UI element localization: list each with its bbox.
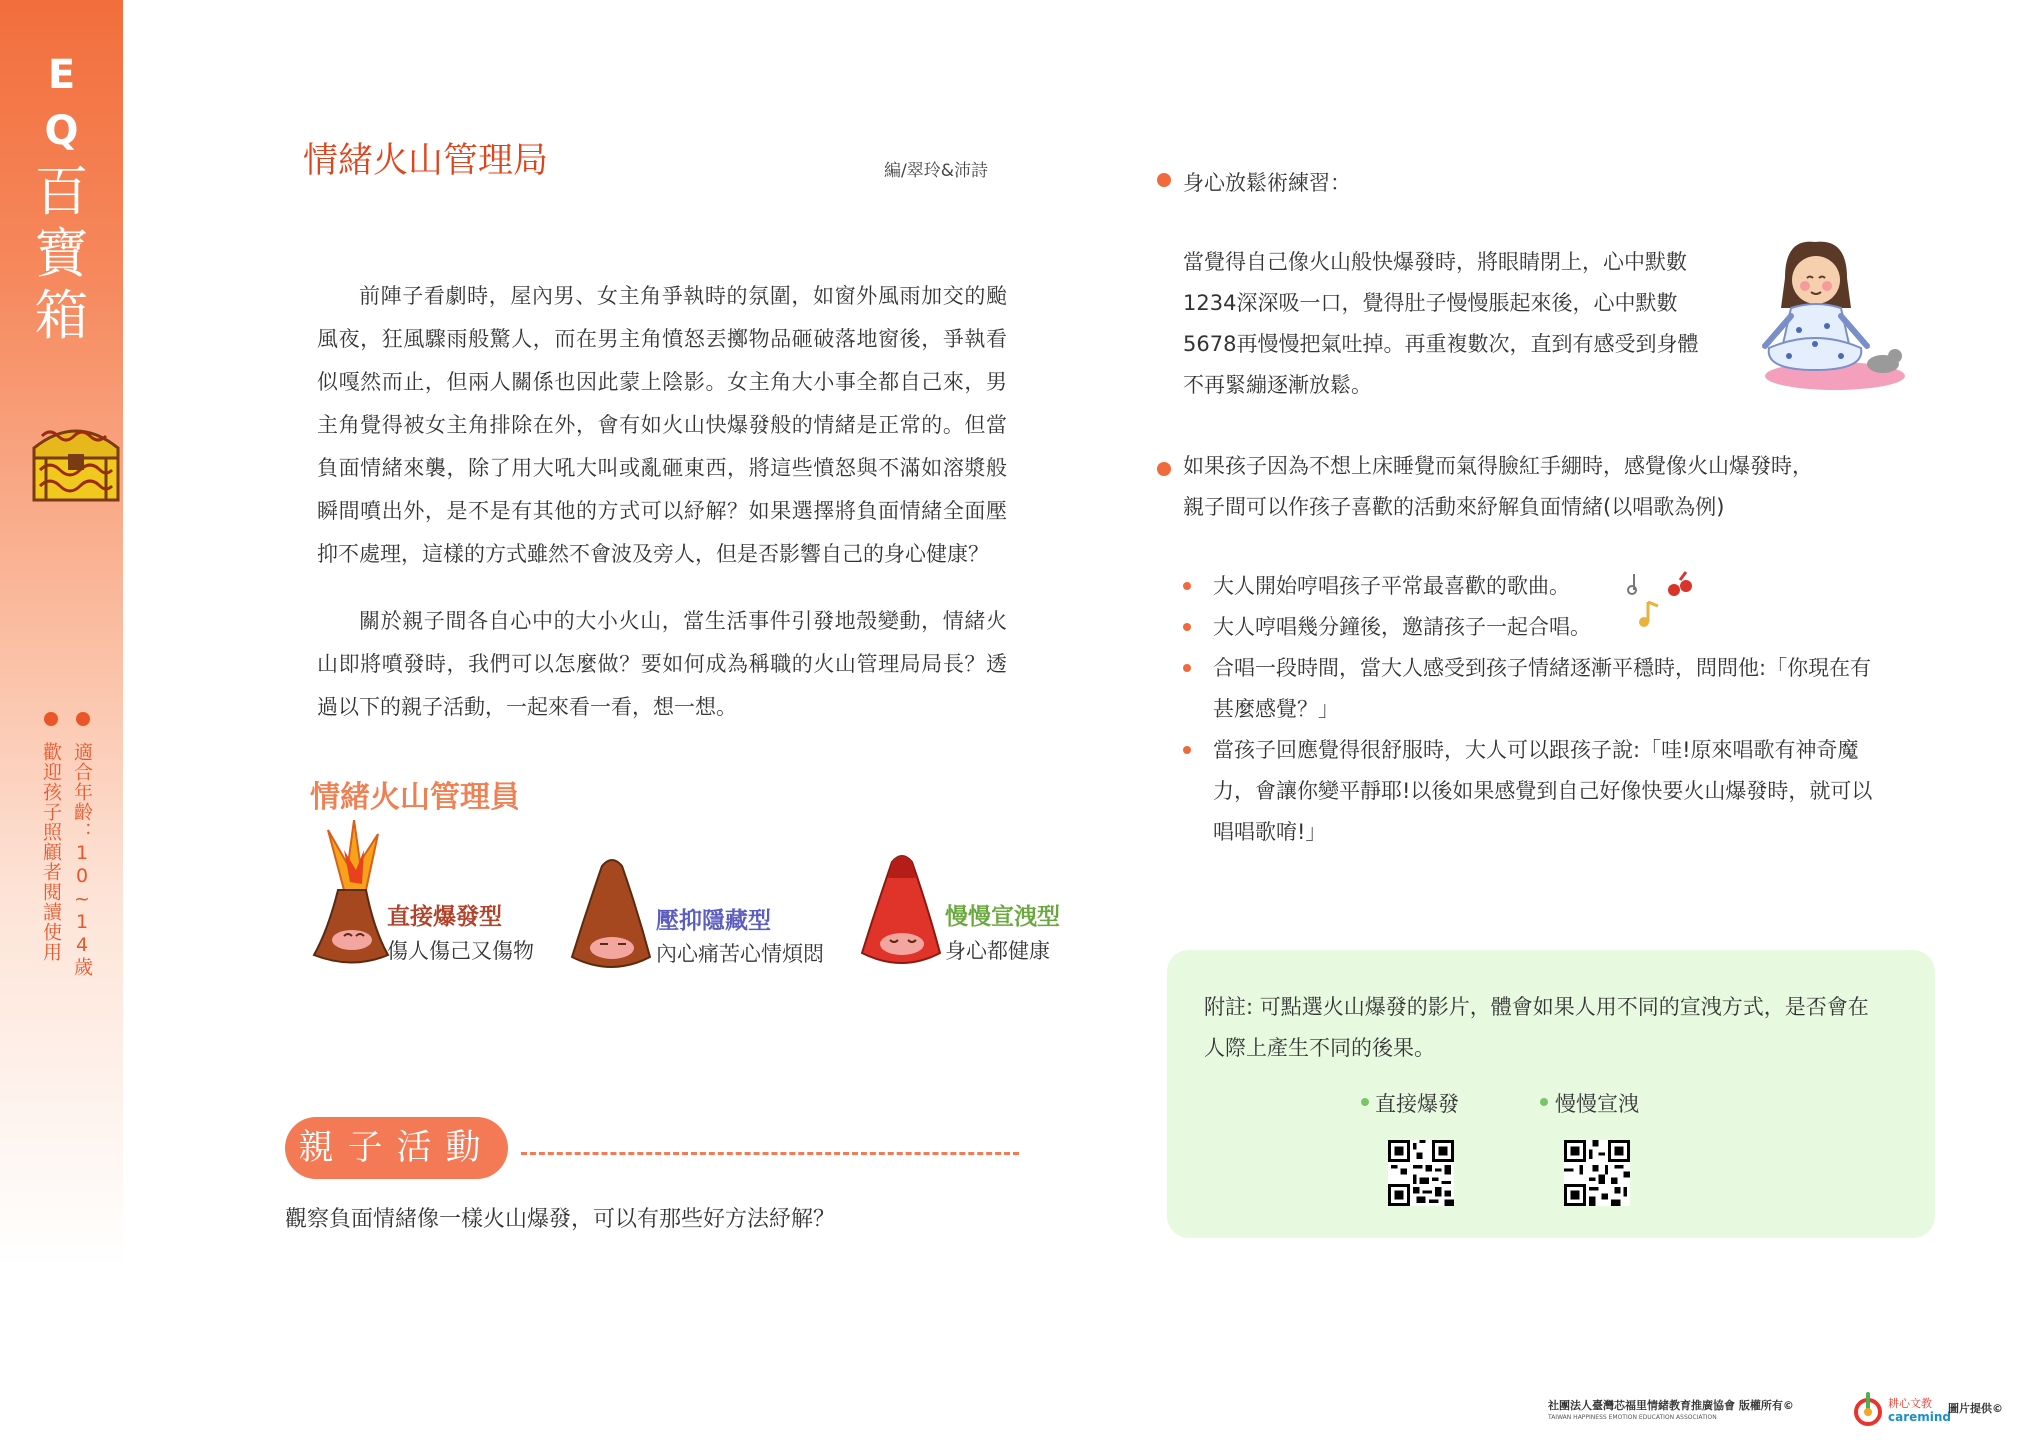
singing-intro-line: 親子間可以作孩子喜歡的活動來紓解負面情緒(以唱歌為例) xyxy=(1183,495,1725,519)
type-desc-release: 身心都健康 xyxy=(945,939,1050,963)
activity-badge: 親子活動 xyxy=(285,1117,508,1179)
brand-name-en: caremind xyxy=(1888,1410,1952,1424)
note-line: 人際上產生不同的後果。 xyxy=(1204,1036,1435,1060)
bullet-dot xyxy=(1157,462,1171,476)
note-text xyxy=(1204,987,1914,1069)
step-line: 唱唱歌唷!」 xyxy=(1213,820,1327,844)
step-line: 大人哼唱幾分鐘後，邀請孩子一起合唱。 xyxy=(1213,615,1591,639)
relaxation-text xyxy=(1183,242,1743,406)
step-line: 合唱一段時間，當大人感受到孩子情緒逐漸平穩時，問問他:「你現在有 xyxy=(1213,656,1872,680)
type-title-suppress: 壓抑隱藏型 xyxy=(656,908,771,934)
bullet-dot xyxy=(1183,623,1191,631)
brand-name-cn: 耕心文教 xyxy=(1888,1397,1932,1410)
bullet-dot xyxy=(1183,746,1191,754)
singing-step xyxy=(1213,648,1943,730)
relaxation-line: 5678再慢慢把氣吐掉。再重複數次，直到有感受到身體 xyxy=(1183,332,1699,356)
singing-intro xyxy=(1183,446,1943,528)
volcano-explosion-icon xyxy=(308,820,394,970)
singing-intro-line: 如果孩子因為不想上床睡覺而氣得臉紅手綳時，感覺像火山爆發時， xyxy=(1183,454,1813,478)
caremind-logo-icon xyxy=(1852,1392,1884,1428)
relaxation-line: 不再緊繃逐漸放鬆。 xyxy=(1183,373,1372,397)
copyright-org-en: TAIWAN HAPPINESS EMOTION EDUCATION ASSOCIATION xyxy=(1548,1414,1717,1421)
meditating-girl-icon xyxy=(1755,238,1915,393)
relaxation-line: 當覺得自己像火山般快爆發時，將眼睛閉上，心中默數 xyxy=(1183,250,1687,274)
bullet-dot xyxy=(1183,664,1191,672)
image-credit: 圖片提供© xyxy=(1948,1402,2003,1415)
manager-heading: 情緒火山管理員 xyxy=(310,780,520,815)
music-notes-icon xyxy=(1626,568,1698,630)
volcano-suppressed-icon xyxy=(568,842,654,992)
bullet-dot xyxy=(44,712,58,726)
qr-code-release[interactable] xyxy=(1564,1140,1630,1206)
bullet-dot xyxy=(1183,582,1191,590)
singing-step xyxy=(1213,566,1570,607)
relaxation-heading: 身心放鬆術練習： xyxy=(1183,171,1351,195)
activity-divider xyxy=(521,1152,1019,1155)
sidebar-title-char: 百 xyxy=(34,160,89,223)
author-credit: 編/翠玲&沛詩 xyxy=(884,161,988,181)
activity-question: 觀察負面情緒像一樣火山爆發，可以有那些好方法紓解？ xyxy=(285,1207,836,1232)
intro-paragraph-2: 關於親子間各自心中的大小火山，當生活事件引發地殼變動，情緒火山即將噴發時，我們可以怎麼做？要如何成為稱職的火山管理局局長？透過以下的親子活動，一起來看一看，想一想。 xyxy=(317,609,1007,719)
qr-code-explode[interactable] xyxy=(1388,1140,1454,1206)
type-title-release: 慢慢宣洩型 xyxy=(945,904,1060,930)
type-desc-suppress: 內心痛苦心情煩悶 xyxy=(656,942,824,966)
relaxation-line: 1234深深吸一口，覺得肚子慢慢脹起來後，心中默數 xyxy=(1183,291,1678,315)
age-label: 適合年齡：10~14歲 xyxy=(71,742,93,977)
volcano-release-icon xyxy=(858,838,944,988)
bullet-dot xyxy=(1157,173,1171,187)
singing-step xyxy=(1213,607,1591,648)
step-line: 甚麼感覺？」 xyxy=(1213,697,1339,721)
type-desc-explode: 傷人傷己又傷物 xyxy=(387,939,534,963)
sidebar-title-char: 寶 xyxy=(34,222,89,285)
step-line: 大人開始哼唱孩子平常最喜歡的歌曲。 xyxy=(1213,574,1570,598)
step-line: 當孩子回應覺得很舒服時，大人可以跟孩子說:「哇!原來唱歌有神奇魔 xyxy=(1213,738,1859,762)
page-title: 情緒火山管理局 xyxy=(303,141,549,181)
sidebar-title-char: 箱 xyxy=(34,284,89,347)
note-line: 附註: 可點選火山爆發的影片，體會如果人用不同的宣洩方式，是否會在 xyxy=(1204,995,1869,1019)
video-link-explode[interactable]: 直接爆發 xyxy=(1375,1092,1459,1116)
treasure-chest-icon xyxy=(28,418,124,506)
sidebar xyxy=(0,0,123,1440)
step-line: 力，會讓你變平靜耶!以後如果感覺到自己好像快要火山爆發時，就可以 xyxy=(1213,779,1873,803)
bullet-dot xyxy=(1540,1098,1548,1106)
sidebar-letter-e: E xyxy=(47,52,76,98)
singing-step xyxy=(1213,730,1943,853)
video-link-release[interactable]: 慢慢宣洩 xyxy=(1555,1092,1639,1116)
type-title-explode: 直接爆發型 xyxy=(387,904,502,930)
sidebar-letter-q: Q xyxy=(44,108,79,154)
copyright-org: 社團法人臺灣芯福里情緒教育推廣協會 版權所有© xyxy=(1548,1399,1794,1412)
intro-paragraph: 前陣子看劇時，屋內男、女主角爭執時的氛圍，如窗外風雨加交的颱風夜，狂風驟雨般驚人，而在男主角憤怒丟擲物品砸破落地窗後，爭執看似嘎然而止，但兩人關係也因此蒙上陰影。女主角大小事全都自己來，男主角覺得被女主角排除在外，會有如火山快爆發般的情緒是正常的。但當負面情緒來襲，除了用大吼大叫或亂砸東西，將這些憤怒與不滿如溶漿般瞬間噴出外，是不是有其他的方式可以紓解？如果選擇將負面情緒全面壓抑不處理，這樣的方式雖然不會波及旁人，但是否影響自己的身心健康？ xyxy=(317,284,1007,566)
bullet-dot xyxy=(1361,1098,1369,1106)
audience-label: 歡迎孩子照顧者閱讀使用 xyxy=(40,742,62,962)
bullet-dot xyxy=(76,712,90,726)
